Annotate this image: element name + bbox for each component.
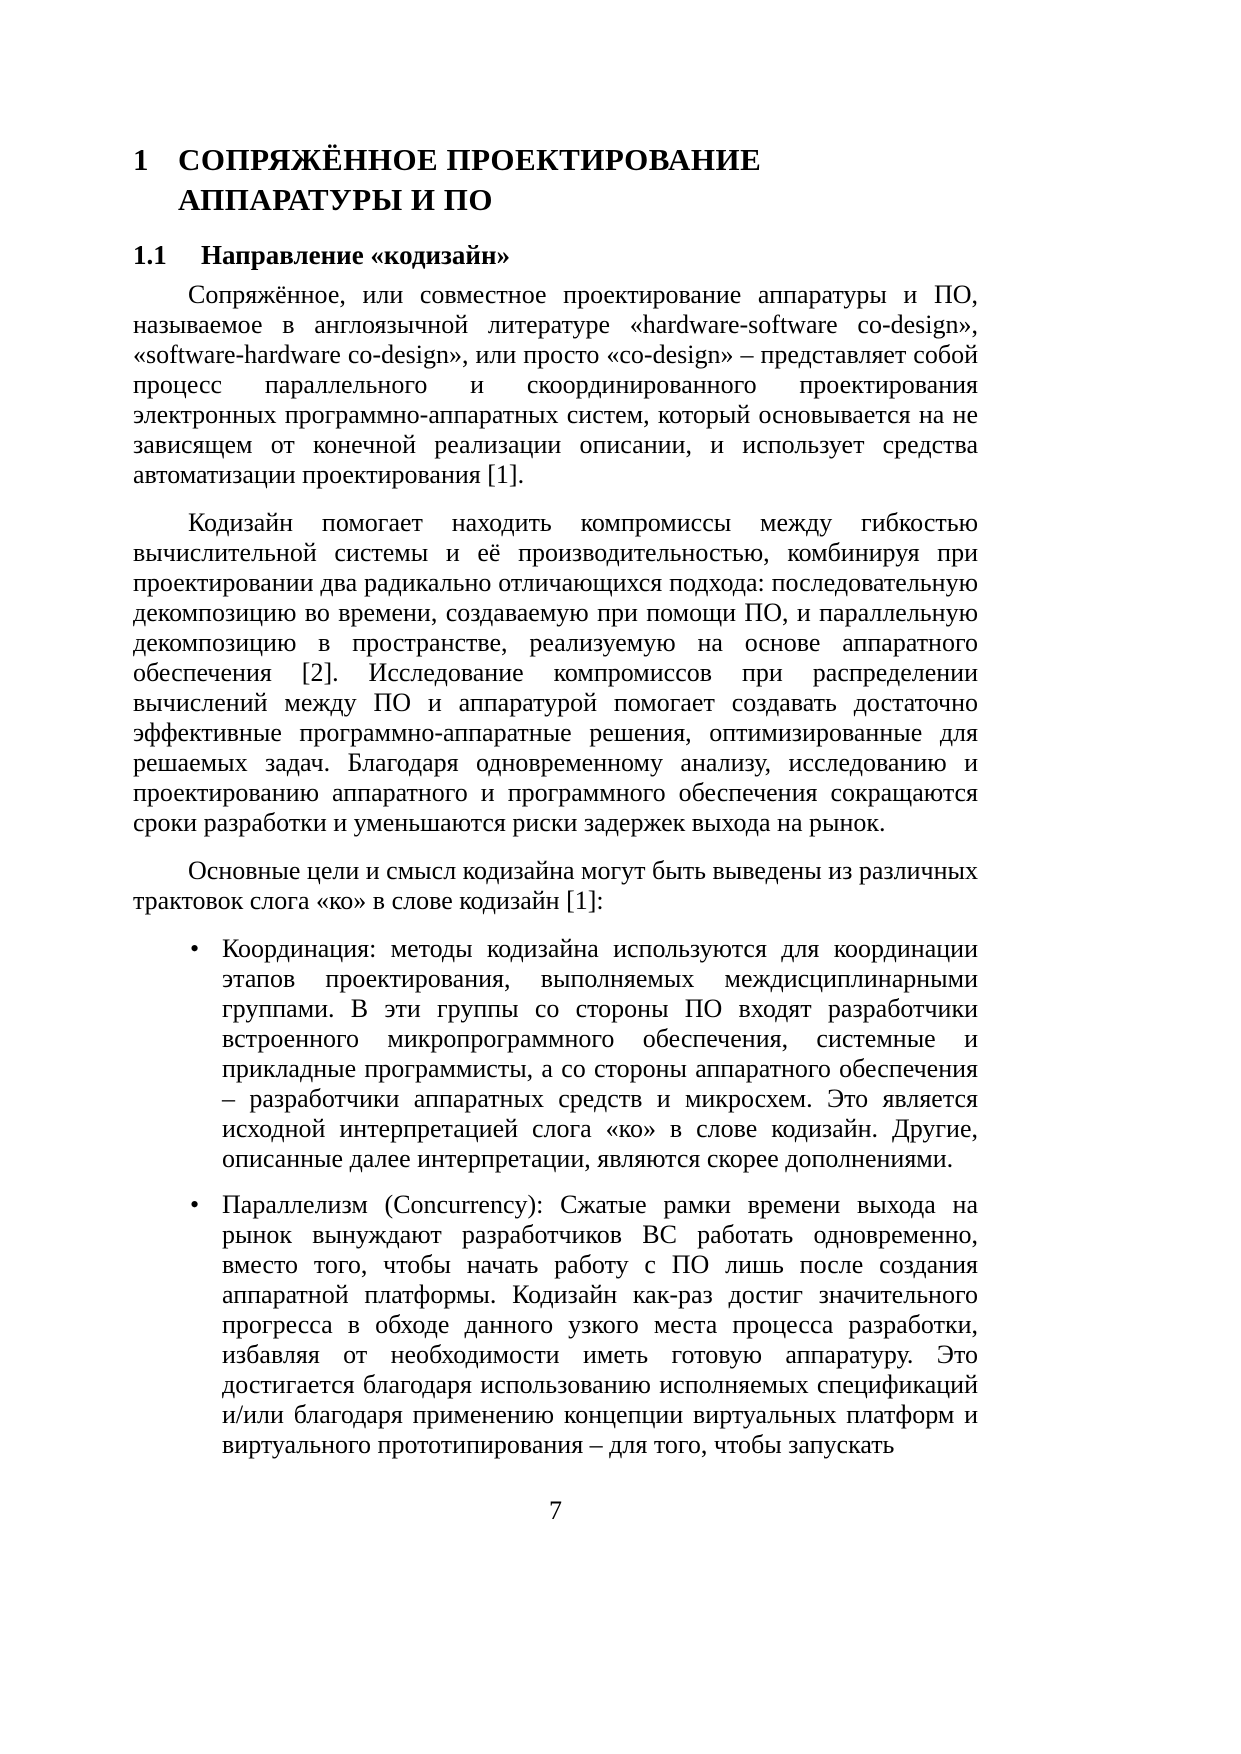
- section-heading: [133, 238, 978, 272]
- bullet-item-coordination: [133, 934, 978, 1174]
- section-number: 1.1: [133, 240, 167, 270]
- bullet-list: [133, 934, 978, 1460]
- chapter-title: СОПРЯЖЁННОЕ ПРОЕКТИРОВАНИЕ АППАРАТУРЫ И ПО: [178, 142, 762, 217]
- bullet-marker-icon: •: [190, 1190, 200, 1219]
- paragraph-list-intro: Основные цели и смысл кодизайна могут быть выведены из различных трактовок слога «ко» в слове кодизайн [1]:: [133, 856, 979, 915]
- chapter-heading: [133, 140, 978, 220]
- bullet-text-coordination: Координация: методы кодизайна используются для координации этапов проектирования, выполняемых междисциплинарными группами. В эти группы со стороны ПО входят разработчики встроенного микропрограммного обеспечения, системные и прикладные программисты, а со стороны аппаратного обеспечения – разработчики аппаратных средств и микросхем. Это является исходной интерпретацией слога «ко» в слове кодизайн. Другие, описанные далее интерпретации, являются скорее дополнениями.: [222, 934, 978, 1173]
- page-number: 7: [549, 1496, 562, 1525]
- paragraph-codesign-definition: Сопряжённое, или совместное проектирование аппаратуры и ПО, называемое в англоязычной литературе «hardware-software co-design», «software-hardware co-design», или просто «co-design» – представляет собой процесс параллельного и скоординированного проектирования электронных программно-аппаратных систем, который основывается на не зависящем от конечной реализации описании, и использует средства автоматизации проектирования [1].: [133, 280, 978, 489]
- paragraph-codesign-tradeoffs: Кодизайн помогает находить компромиссы между гибкостью вычислительной системы и её производительностью, комбинируя при проектировании два радикально отличающихся подхода: последовательную декомпозицию во времени, создаваемую при помощи ПО, и параллельную декомпозицию в пространстве, реализуемую на основе аппаратного обеспечения [2]. Исследование компромиссов при распределении вычислений между ПО и аппаратурой помогает создавать достаточно эффективные программно-аппаратные решения, оптимизированные для решаемых задач. Благодаря одновременному анализу, исследованию и проектированию аппаратного и программного обеспечения сокращаются сроки разработки и уменьшаются риски задержек выхода на рынок.: [133, 508, 978, 837]
- bullet-marker-icon: •: [190, 934, 200, 963]
- chapter-number: 1: [133, 142, 149, 177]
- bullet-text-concurrency: Параллелизм (Concurrency): Сжатые рамки времени выхода на рынок вынуждают разработчиков ВС работать одновременно, вместо того, чтобы начать работу с ПО лишь после создания аппаратной платформы. Кодизайн как-раз достиг значительного прогресса в обходе данного узкого места процесса разработки, избавляя от необходимости иметь готовую аппаратуру. Это достигается благодаря использованию исполняемых спецификаций и/или благодаря применению концепции виртуальных платформ и виртуального прототипирования – для того, чтобы запускать: [222, 1190, 978, 1459]
- section-title: Направление «кодизайн»: [201, 240, 511, 270]
- bullet-item-concurrency: [133, 1190, 978, 1460]
- page-content: [133, 140, 978, 1476]
